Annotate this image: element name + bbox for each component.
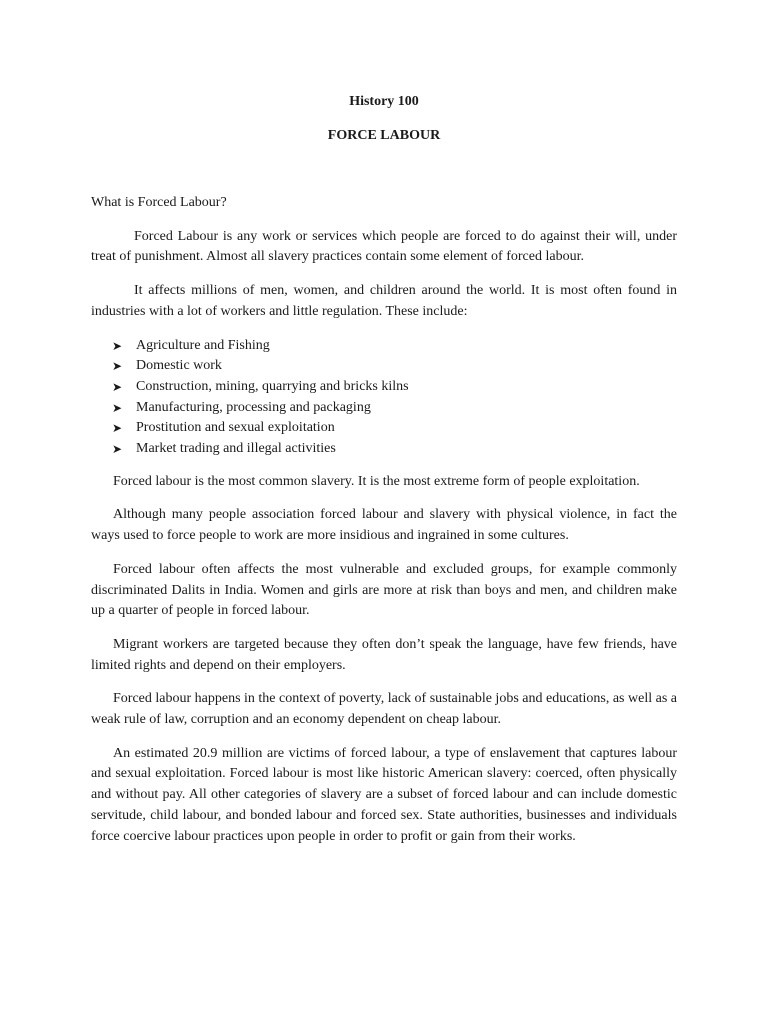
paragraph-most-common: Forced labour is the most common slavery. It is the most extreme form of people exploitation.: [113, 473, 640, 489]
industry-list: [91, 336, 677, 460]
list-item: ➤ Domestic work: [112, 356, 677, 377]
document-body: [91, 193, 677, 860]
section-question: What is Forced Labour?: [91, 195, 227, 210]
list-item: ➤ Manufacturing, processing and packaging: [112, 398, 677, 419]
arrowhead-bullet-icon: ➤: [112, 338, 123, 353]
arrowhead-bullet-icon: ➤: [112, 379, 123, 394]
document-title: FORCE LABOUR: [327, 128, 441, 143]
paragraph-estimate: An estimated 20.9 million are victims of forced labour, a type of enslavement that captures labour and sexual exploitation. Forced labour is most like historic American slavery: coerced, often physically and without pay. All other categories of slavery are a subset of forced labour and can include domestic servitude, child labour, and bonded labour and forced sex. State authorities, businesses and individuals force coercive labour practices upon people in order to profit or gain from their works.: [91, 745, 677, 844]
list-item: ➤ Construction, mining, quarrying and bricks kilns: [112, 377, 677, 398]
arrowhead-bullet-icon: ➤: [112, 400, 123, 415]
arrowhead-bullet-icon: ➤: [112, 359, 123, 374]
paragraph-poverty-context: Forced labour happens in the context of poverty, lack of sustainable jobs and educations, as well as a weak rule of law, corruption and an economy dependent on cheap labour.: [91, 691, 677, 728]
list-item: ➤ Prostitution and sexual exploitation: [112, 418, 677, 439]
arrowhead-bullet-icon: ➤: [112, 442, 123, 457]
arrowhead-bullet-icon: ➤: [112, 421, 123, 436]
list-item: ➤ Market trading and illegal activities: [112, 439, 677, 460]
document-page: [91, 0, 677, 1024]
paragraph-physical-violence: Although many people association forced labour and slavery with physical violence, in fact the ways used to force people to work are more insidious and ingrained in some cultures.: [91, 507, 677, 544]
paragraph-definition: Forced Labour is any work or services which people are forced to do against their will, under treat of punishment. Almost all slavery practices contain some element of forced labour.: [91, 228, 677, 265]
list-item: ➤ Agriculture and Fishing: [112, 336, 677, 357]
paragraph-migrant-workers: Migrant workers are targeted because they often don’t speak the language, have few friends, have limited rights and depend on their employers.: [91, 636, 677, 673]
paragraph-vulnerable-groups: Forced labour often affects the most vulnerable and excluded groups, for example commonly discriminated Dalits in India. Women and girls are more at risk than boys and men, and children make up a quarter of people in forced labour.: [91, 561, 677, 619]
course-title: History 100: [349, 94, 419, 109]
paragraph-industries: It affects millions of men, women, and children around the world. It is most often found in industries with a lot of workers and little regulation. These include:: [91, 283, 677, 319]
